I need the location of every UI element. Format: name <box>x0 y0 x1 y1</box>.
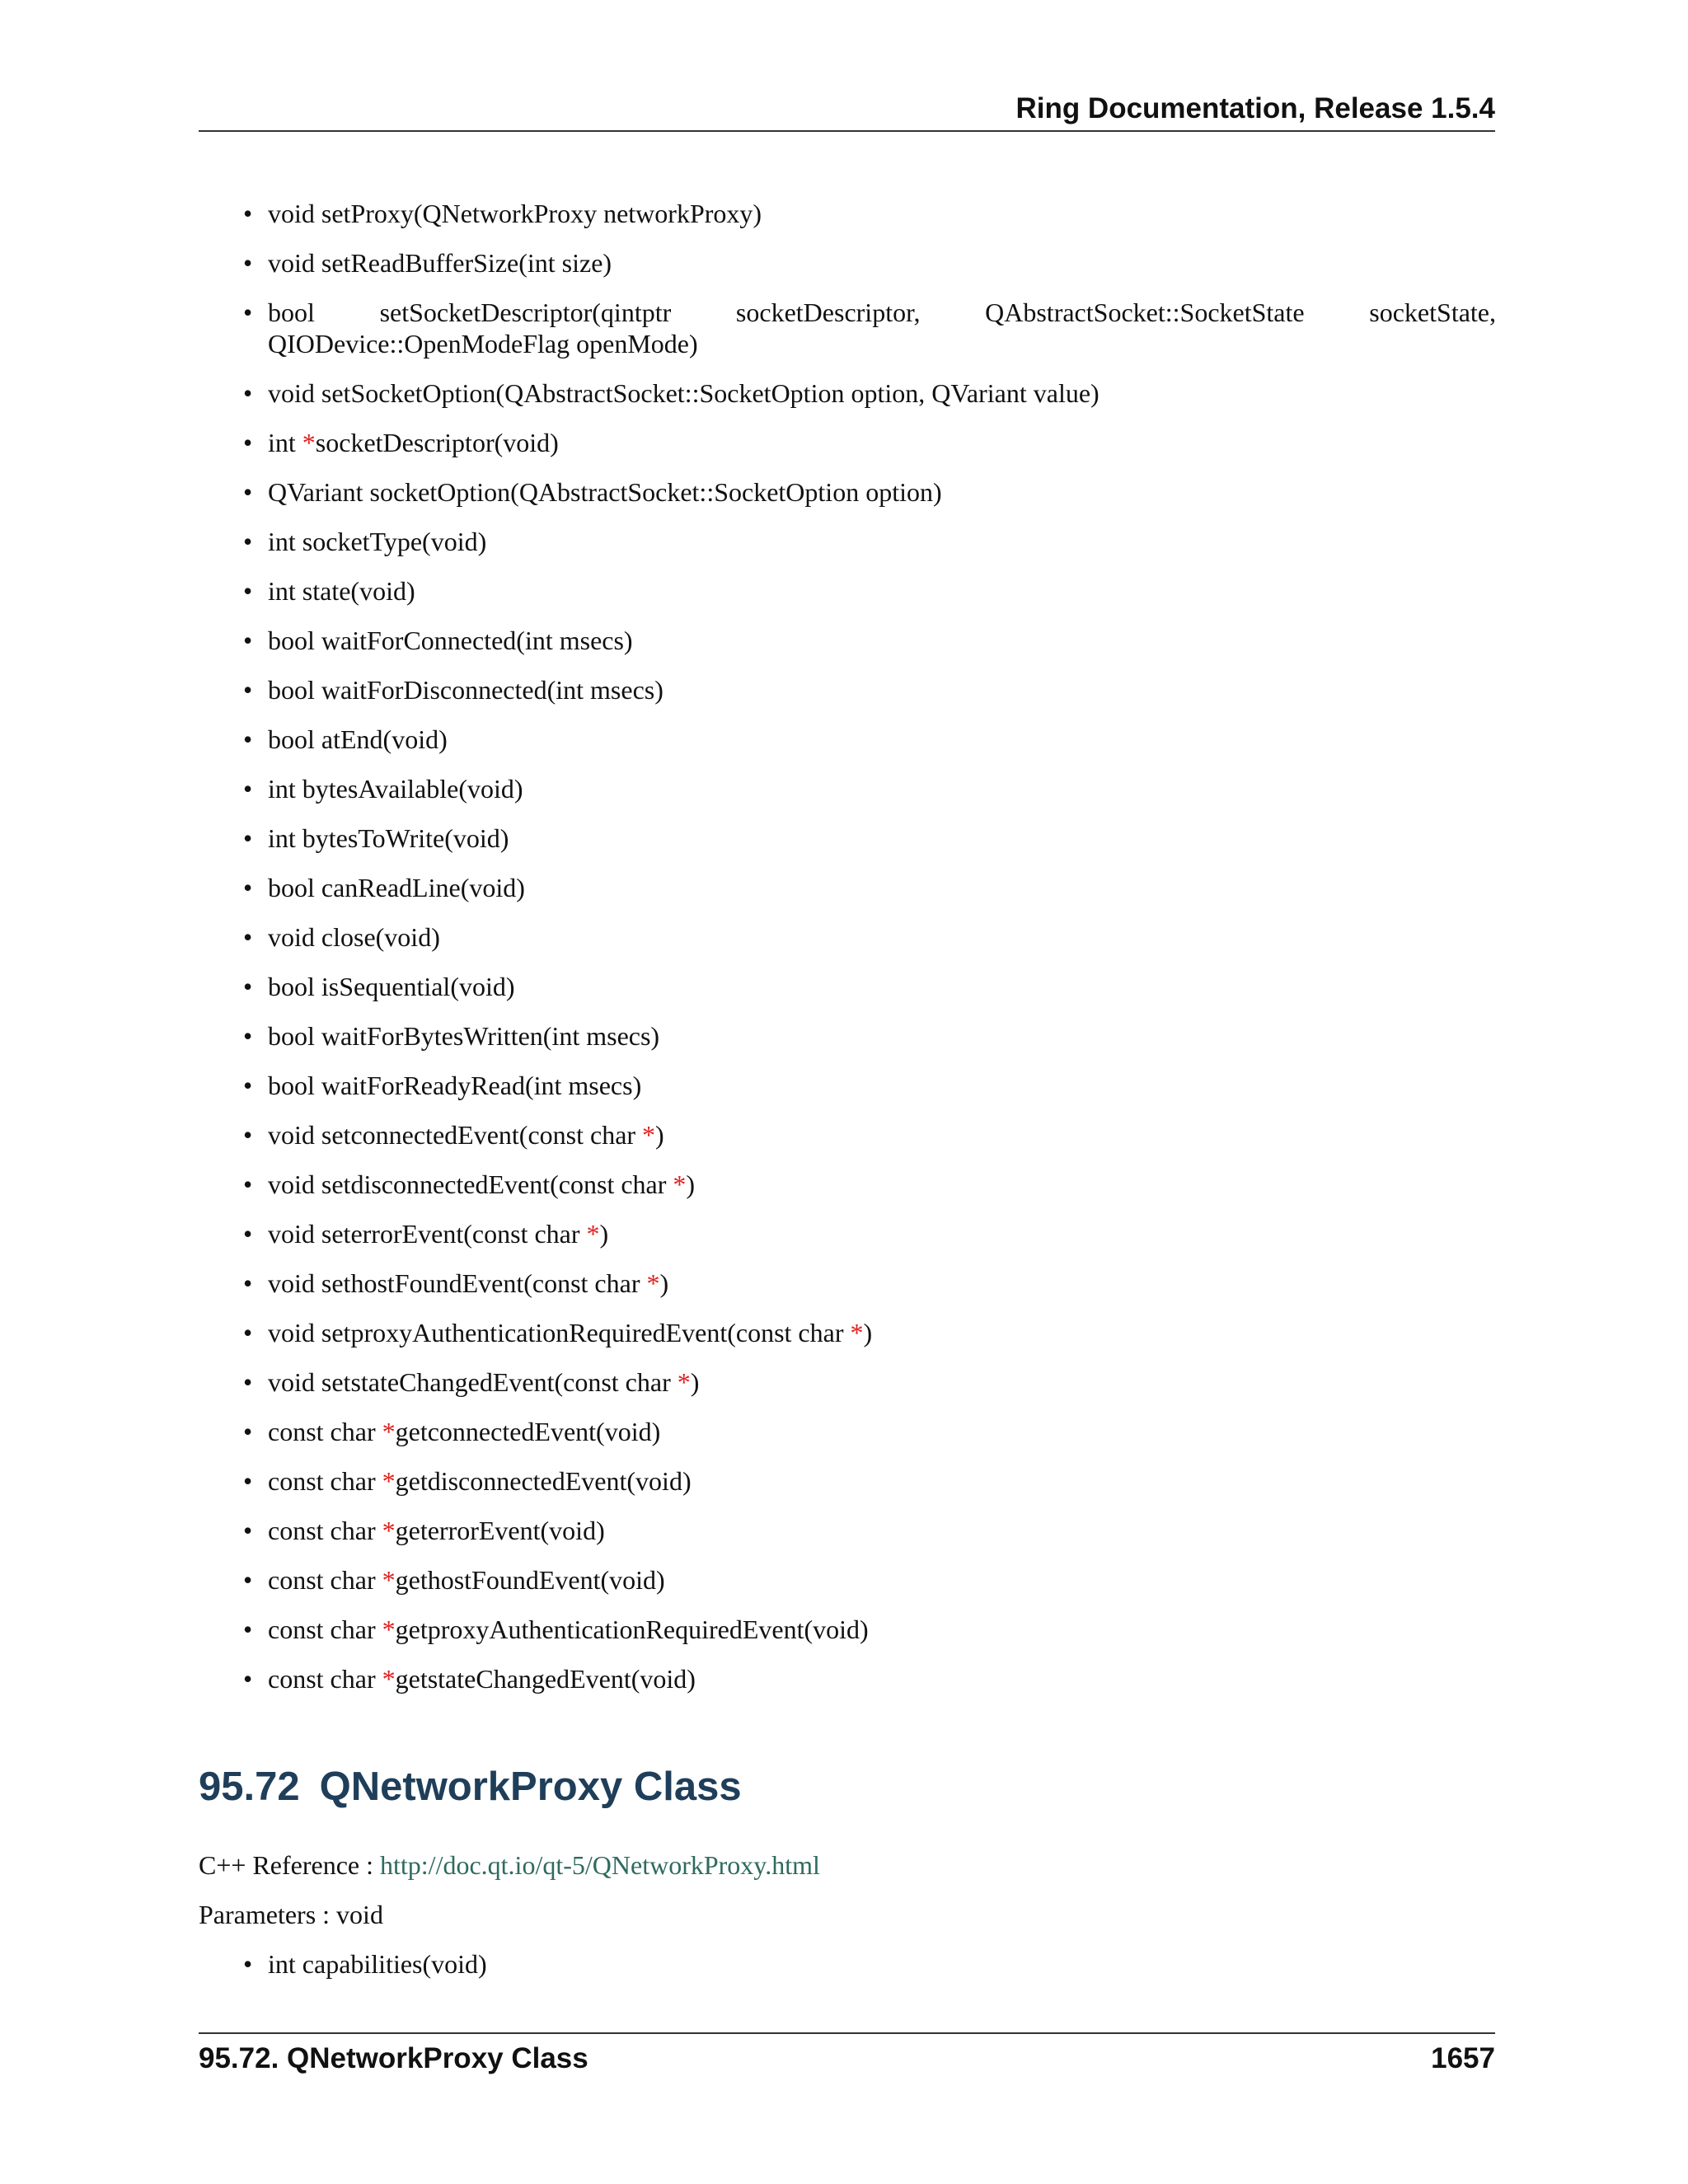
method-text-suffix: getdisconnectedEvent(void) <box>395 1466 692 1496</box>
bullet-icon: • <box>243 626 253 655</box>
method-item <box>243 1119 1496 1151</box>
pointer-star: * <box>646 1268 660 1298</box>
section-title: QNetworkProxy Class <box>319 1765 742 1809</box>
bullet-icon: • <box>243 248 253 278</box>
method-item <box>243 247 1496 279</box>
bullet-icon: • <box>243 576 253 606</box>
page-header <box>199 89 1495 132</box>
method-text: void close(void) <box>268 922 440 952</box>
bullet-icon: • <box>243 1664 253 1694</box>
pointer-star: * <box>382 1466 396 1496</box>
bullet-icon: • <box>243 1516 253 1545</box>
method-text: int capabilities(void) <box>268 1949 487 1979</box>
method-text: int bytesAvailable(void) <box>268 774 523 804</box>
bullet-icon: • <box>243 1615 253 1644</box>
method-item <box>243 1465 1496 1497</box>
reference-label: C++ Reference : <box>199 1850 380 1880</box>
method-text: bool waitForBytesWritten(int msecs) <box>268 1021 660 1051</box>
method-item <box>243 674 1496 705</box>
method-item <box>243 377 1496 409</box>
method-item <box>243 1614 1496 1645</box>
method-text-suffix: ) <box>863 1318 873 1347</box>
method-item <box>243 297 1496 359</box>
method-item <box>243 1169 1496 1200</box>
reference-link[interactable]: http://doc.qt.io/qt-5/QNetworkProxy.html <box>380 1850 820 1880</box>
method-text: const char <box>268 1664 382 1694</box>
section-number: 95.72 <box>199 1765 300 1809</box>
method-text-suffix: ) <box>659 1268 669 1298</box>
method-text-suffix: ) <box>690 1367 700 1397</box>
bullet-icon: • <box>243 1417 253 1446</box>
method-item <box>243 1948 1496 1980</box>
bullet-icon: • <box>243 527 253 556</box>
bullet-icon: • <box>243 1021 253 1051</box>
bullet-icon: • <box>243 1120 253 1150</box>
page-footer <box>199 2032 1495 2074</box>
bullet-icon: • <box>243 1268 253 1298</box>
pointer-star: * <box>642 1120 656 1150</box>
bullet-icon: • <box>243 724 253 754</box>
bullet-icon: • <box>243 922 253 952</box>
method-item <box>243 1268 1496 1299</box>
method-item <box>243 1218 1496 1249</box>
method-item <box>243 823 1496 854</box>
method-text: bool waitForReadyRead(int msecs) <box>268 1071 642 1100</box>
method-item <box>243 1515 1496 1546</box>
method-text: void setSocketOption(QAbstractSocket::SocketOption option, QVariant value) <box>268 378 1100 408</box>
pointer-star: * <box>677 1367 691 1397</box>
method-text: void setReadBufferSize(int size) <box>268 248 612 278</box>
bullet-icon: • <box>243 823 253 853</box>
section-heading <box>199 1764 742 1810</box>
method-text: bool atEnd(void) <box>268 724 448 754</box>
method-text-suffix: geterrorEvent(void) <box>395 1516 605 1545</box>
method-item <box>243 625 1496 656</box>
method-item <box>243 872 1496 903</box>
method-text: const char <box>268 1565 382 1595</box>
method-text-suffix: getstateChangedEvent(void) <box>395 1664 696 1694</box>
method-item <box>243 427 1496 458</box>
pointer-star: * <box>586 1219 600 1249</box>
pointer-star: * <box>382 1664 396 1694</box>
cpp-reference <box>199 1849 820 1881</box>
method-text-suffix: ) <box>655 1120 664 1150</box>
method-text: int state(void) <box>268 576 415 606</box>
method-item <box>243 198 1496 229</box>
pointer-star: * <box>382 1516 396 1545</box>
bullet-icon: • <box>243 1949 253 1979</box>
method-item <box>243 476 1496 508</box>
bullet-icon: • <box>243 1318 253 1347</box>
pointer-star: * <box>382 1565 396 1595</box>
bullet-icon: • <box>243 199 253 228</box>
method-text-suffix: getproxyAuthenticationRequiredEvent(void) <box>395 1615 869 1644</box>
bullet-icon: • <box>243 1071 253 1100</box>
method-item <box>243 1366 1496 1398</box>
bullet-icon: • <box>243 873 253 902</box>
method-item <box>243 971 1496 1002</box>
pointer-star: * <box>850 1318 864 1347</box>
method-text: QVariant socketOption(QAbstractSocket::SocketOption option) <box>268 477 942 507</box>
method-text: int socketType(void) <box>268 527 487 556</box>
method-text-suffix: socketDescriptor(void) <box>315 428 559 457</box>
method-text-suffix: gethostFoundEvent(void) <box>395 1565 665 1595</box>
method-text: void setdisconnectedEvent(const char <box>268 1169 673 1199</box>
method-text: bool canReadLine(void) <box>268 873 525 902</box>
method-item <box>243 724 1496 755</box>
bullet-icon: • <box>243 675 253 705</box>
bullet-icon: • <box>243 1367 253 1397</box>
bullet-icon: • <box>243 298 253 327</box>
bullet-icon: • <box>243 1565 253 1595</box>
pointer-star: * <box>302 428 316 457</box>
method-text: bool waitForConnected(int msecs) <box>268 626 633 655</box>
method-text: int bytesToWrite(void) <box>268 823 509 853</box>
method-item <box>243 526 1496 557</box>
bullet-icon: • <box>243 428 253 457</box>
method-text: int <box>268 428 302 457</box>
method-item <box>243 1663 1496 1694</box>
pointer-star: * <box>382 1417 396 1446</box>
method-item <box>243 1564 1496 1596</box>
method-text: void setconnectedEvent(const char <box>268 1120 643 1150</box>
method-item <box>243 1317 1496 1348</box>
method-text: const char <box>268 1615 382 1644</box>
method-text: void setproxyAuthenticationRequiredEvent(const char <box>268 1318 851 1347</box>
method-text-suffix: getconnectedEvent(void) <box>395 1417 661 1446</box>
method-item <box>243 575 1496 607</box>
bullet-icon: • <box>243 1219 253 1249</box>
method-text: void sethostFoundEvent(const char <box>268 1268 647 1298</box>
bullet-icon: • <box>243 774 253 804</box>
method-text: bool setSocketDescriptor(qintptr socketDescriptor, QAbstractSocket::SocketState socketState, QIODevice::OpenModeFlag openMode) <box>268 298 1496 359</box>
method-item <box>243 1416 1496 1447</box>
bullet-icon: • <box>243 1466 253 1496</box>
parameters-text: Parameters : void <box>199 1900 383 1929</box>
bullet-icon: • <box>243 972 253 1001</box>
method-item <box>243 921 1496 953</box>
bullet-icon: • <box>243 477 253 507</box>
method-text-suffix: ) <box>599 1219 609 1249</box>
method-text-suffix: ) <box>686 1169 696 1199</box>
method-text: const char <box>268 1466 382 1496</box>
header-title: Ring Documentation, Release 1.5.4 <box>1015 92 1495 124</box>
method-text: const char <box>268 1417 382 1446</box>
method-text: void setstateChangedEvent(const char <box>268 1367 678 1397</box>
method-text: const char <box>268 1516 382 1545</box>
method-item <box>243 773 1496 804</box>
bullet-icon: • <box>243 1169 253 1199</box>
method-item <box>243 1020 1496 1052</box>
bullet-icon: • <box>243 378 253 408</box>
method-text: bool isSequential(void) <box>268 972 515 1001</box>
method-item <box>243 1070 1496 1101</box>
method-text: bool waitForDisconnected(int msecs) <box>268 675 663 705</box>
page-number: 1657 <box>1431 2042 1495 2074</box>
pointer-star: * <box>673 1169 687 1199</box>
pointer-star: * <box>382 1615 396 1644</box>
method-text: void setProxy(QNetworkProxy networkProxy) <box>268 199 762 228</box>
method-text: void seterrorEvent(const char <box>268 1219 587 1249</box>
footer-section-title: 95.72. QNetworkProxy Class <box>199 2042 588 2074</box>
